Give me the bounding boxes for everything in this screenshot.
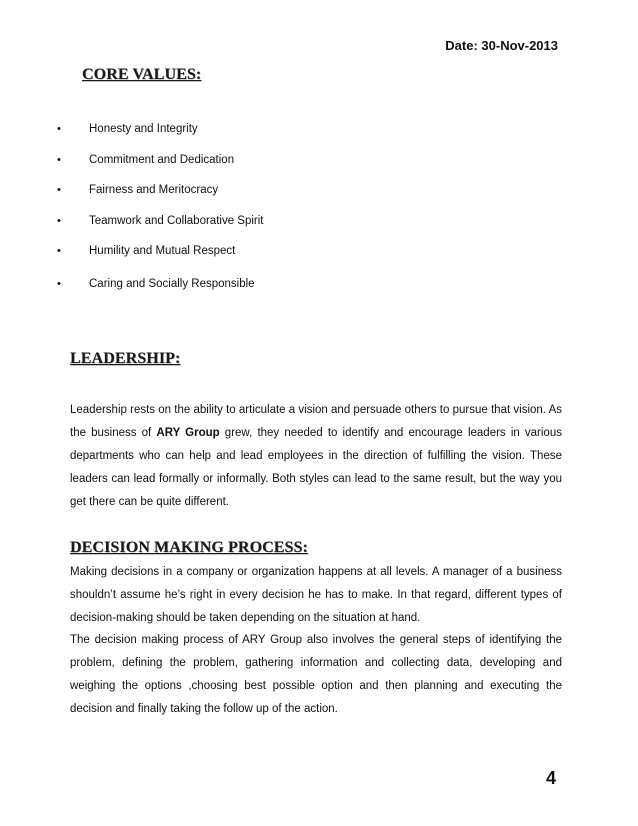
core-value-text: Commitment and Dedication <box>89 153 235 166</box>
list-item <box>0 152 638 183</box>
core-values-list <box>0 121 638 306</box>
decision-paragraph-2: The decision making process of ARY Group also involves the general steps of identifying the problem, defining the problem, gathering information and collecting data, developing and weighing the options ,choosing best possible option and then planning and executing the decision and finally taking the follow up of the action. <box>70 634 562 715</box>
document-date: Date: 30-Nov-2013 <box>445 38 558 53</box>
leadership-paragraph <box>70 399 562 514</box>
bullet-icon: • <box>57 245 61 257</box>
core-value-text: Caring and Socially Responsible <box>89 277 255 290</box>
company-name: ARY Group <box>156 427 220 439</box>
list-item <box>0 276 638 307</box>
core-value-text: Honesty and Integrity <box>89 123 198 135</box>
decision-paragraph-1: Making decisions in a company or organization happens at all levels. A manager of a business shouldn’t assume he’s right in every decision he has to make. In that regard, different types of decision-making should be taken depending on the situation at hand. <box>70 566 562 624</box>
list-item <box>0 213 638 244</box>
core-value-text: Fairness and Meritocracy <box>89 184 219 196</box>
leadership-heading: LEADERSHIP: <box>70 350 181 367</box>
core-values-heading: CORE VALUES: <box>82 66 202 83</box>
list-item <box>0 243 638 274</box>
bullet-icon: • <box>57 153 61 166</box>
decision-making-heading: DECISION MAKING PROCESS: <box>70 539 308 556</box>
core-value-text: Humility and Mutual Respect <box>89 245 236 257</box>
list-item <box>0 121 638 152</box>
bullet-icon: • <box>57 184 61 196</box>
bullet-icon: • <box>57 123 61 135</box>
leadership-text-start: Leadership rests on the ability to articulate a vision and persuade others to pursue that vision. As the business of <box>70 404 562 439</box>
leadership-text-end: grew, they needed to identify and encourage leaders in various departments who can help and lead employees in the direction of fulfilling the vision. These leaders can lead formally or informally. Both styles can lead to the same result, but the way you get there can be quite different. <box>70 427 562 508</box>
list-item <box>0 182 638 213</box>
bullet-icon: • <box>57 277 61 290</box>
page-number: 4 <box>545 768 556 788</box>
bullet-icon: • <box>57 214 61 227</box>
core-value-text: Teamwork and Collaborative Spirit <box>89 214 264 227</box>
